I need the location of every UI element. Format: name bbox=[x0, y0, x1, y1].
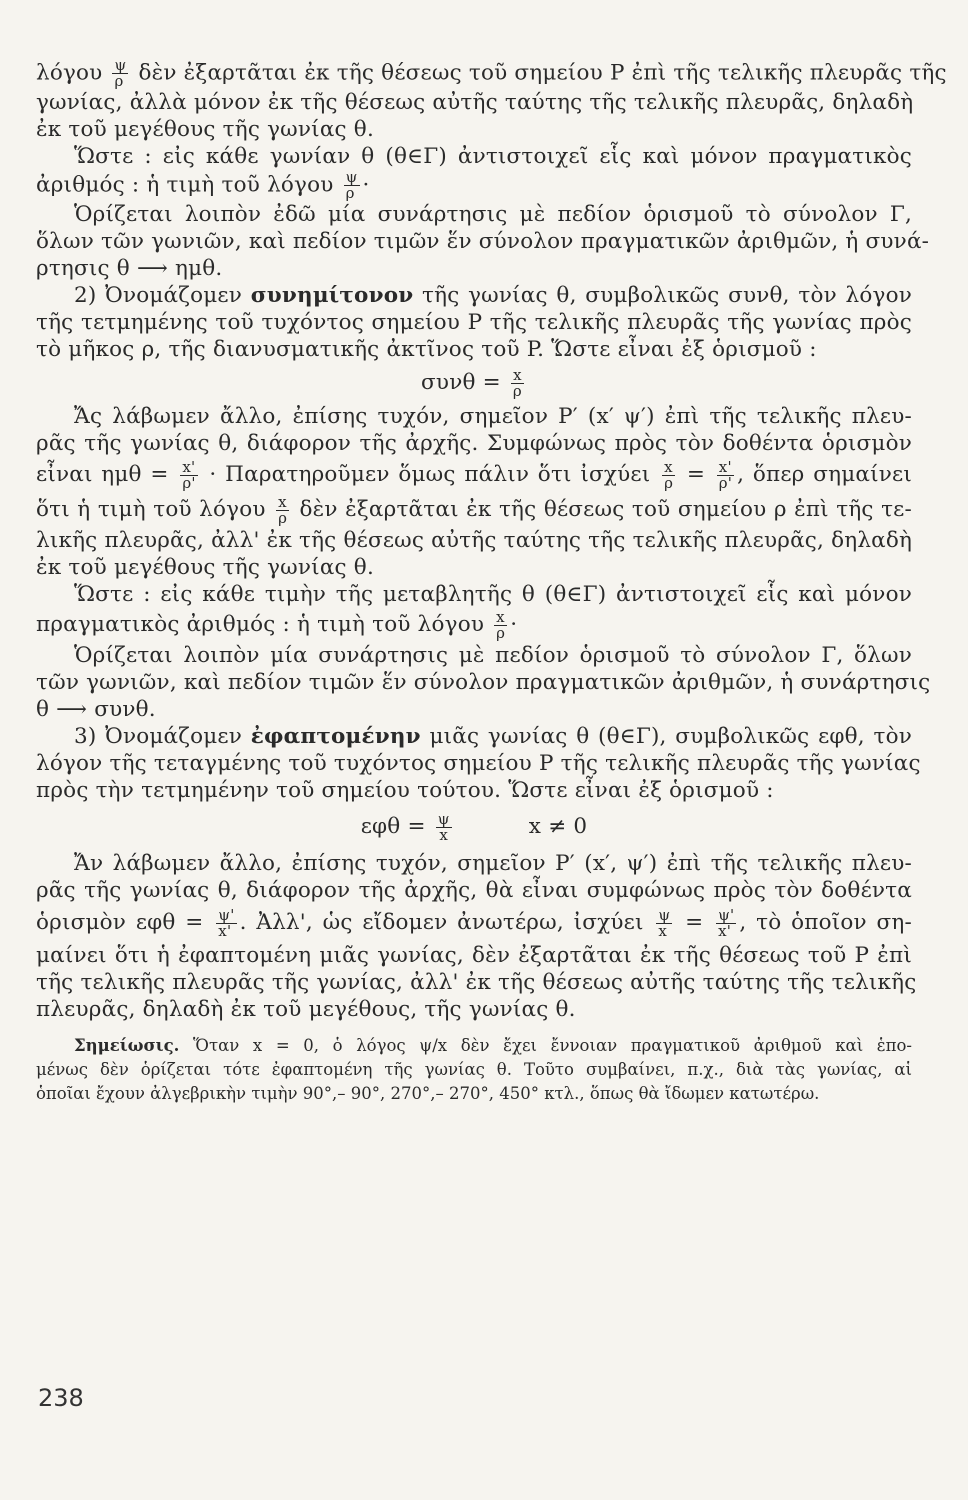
text-line: θ ⟶ συνθ. bbox=[36, 697, 156, 722]
text-line: Ὥστε : εἰς κάθε γωνίαν θ (θ∈Γ) ἀντιστοιχεῖ εἷς καὶ μόνον πραγματικὸς bbox=[74, 144, 912, 169]
text-line: ἐκ τοῦ μεγέθους τῆς γωνίας θ. bbox=[36, 555, 374, 580]
text-line: Ὁρίζεται λοιπὸν ἐδῶ μία συνάρτησις μὲ πεδίον ὁρισμοῦ τὸ σύνολον Γ, bbox=[74, 202, 912, 227]
text-line: μαίνει ὅτι ἡ ἐφαπτομένη μιᾶς γωνίας, δὲν ἐξαρτᾶται ἐκ τῆς θέσεως τοῦ P ἐπὶ bbox=[36, 943, 912, 968]
text-line: ρτησις θ ⟶ ημθ. bbox=[36, 256, 223, 281]
fraction-psi-over-rho: $\frac{\psi}{\rho}$ bbox=[114, 56, 127, 90]
text-line: ἀριθμός : ἡ τιμὴ τοῦ λόγου $\frac{\psi}{\rho}$ · bbox=[36, 168, 370, 202]
text-line: λόγου $\frac{\psi}{\rho}$ δὲν ἐξαρτᾶται ἐκ τῆς θέσεως τοῦ σημείου P ἐπὶ τῆς τελικῆς πλευρᾶς τῆς bbox=[36, 56, 947, 90]
page-number: 238 bbox=[38, 1384, 84, 1412]
text-line: πραγματικὸς ἀριθμός : ἡ τιμὴ τοῦ λόγου $\frac{x}{\rho}$ · bbox=[36, 607, 518, 642]
text-line: Ὁρίζεται λοιπὸν μία συνάρτησις μὲ πεδίον ὁρισμοῦ τὸ σύνολον Γ, ὅλων bbox=[74, 643, 912, 668]
text-line: ρᾶς τῆς γωνίας θ, διάφορον τῆς ἀρχῆς. Συμφώνως πρὸς τὸν δοθέντα ὁρισμὸν bbox=[36, 431, 912, 456]
footnote-line: Σημείωσις. Ὅταν x = 0, ὁ λόγος ψ/x δὲν ἔχει ἔννοιαν πραγματικοῦ ἀριθμοῦ καὶ ἑπο- bbox=[74, 1036, 912, 1055]
text-line: λόγον τῆς τεταγμένης τοῦ τυχόντος σημείου P τῆς τελικῆς πλευρᾶς τῆς γωνίας bbox=[36, 751, 921, 776]
text-line: τὸ μῆκος ρ, τῆς διανυσματικῆς ἀκτῖνος τοῦ P. Ὥστε εἶναι ἐξ ὁρισμοῦ : bbox=[36, 337, 817, 362]
text-line: πλευρᾶς, δηλαδὴ ἐκ τοῦ μεγέθους, τῆς γωνίας θ. bbox=[36, 997, 576, 1022]
footnote-line: ὁποῖαι ἔχουν ἀλγεβρικὴν τιμὴν 90°,– 90°, 270°,– 270°, 450° κτλ., ὅπως θὰ ἴδωμεν κατωτέρω. bbox=[36, 1084, 820, 1103]
fraction-x-over-rho: $\frac{x}{\rho}$ bbox=[664, 457, 674, 492]
text-line: Ὥστε : εἰς κάθε τιμὴν τῆς μεταβλητῆς θ (θ∈Γ) ἀντιστοιχεῖ εἷς καὶ μόνον bbox=[74, 582, 912, 607]
footnote-label: Σημείωσις. bbox=[74, 1036, 180, 1055]
fraction-x-over-rho: $\frac{x}{\rho}$ bbox=[496, 607, 506, 642]
text-line: λικῆς πλευρᾶς, ἀλλ' ἐκ τῆς θέσεως αὐτῆς ταύτης τῆς τελικῆς πλευρᾶς, δηλαδὴ bbox=[36, 528, 913, 553]
text-line: ρᾶς τῆς γωνίας θ, διάφορον τῆς ἀρχῆς, θὰ εἶναι συμφώνως πρὸς τὸν δοθέντα bbox=[36, 878, 912, 903]
text-line: τῆς τελικῆς πλευρᾶς τῆς γωνίας, ἀλλ' ἐκ τῆς θέσεως αὐτῆς ταύτης τῆς τελικῆς bbox=[36, 970, 917, 995]
text-line: 3) Ὀνομάζομεν ἐφαπτομένην μιᾶς γωνίας θ (θ∈Γ), συμβολικῶς εφθ, τὸν bbox=[74, 724, 913, 749]
fraction-x-over-rho: $\frac{x}{\rho}$ bbox=[278, 492, 288, 527]
text-line: Ἄς λάβωμεν ἄλλο, ἐπίσης τυχόν, σημεῖον P′ (x′ ψ′) ἐπὶ τῆς τελικῆς πλευ- bbox=[74, 404, 912, 429]
fraction-psiprime-over-xprime: $\frac{\psi'}{x'}$ bbox=[218, 905, 235, 940]
footnote-line: μένως δὲν ὁρίζεται τότε ἐφαπτομένη τῆς γωνίας θ. Τοῦτο συμβαίνει, π.χ., διὰ τὰς γωνίας, αἱ bbox=[36, 1060, 912, 1079]
fraction-psi-over-x: $\frac{\psi}{x}$ bbox=[437, 809, 450, 844]
text-line: εἶναι ημθ = $\frac{x'}{\rho'}$ · Παρατηροῦμεν ὅμως πάλιν ὅτι ἰσχύει $\frac{x}{\rho}$ = $\frac{x'}{\rho'}$ , ὅπερ σημαίνει bbox=[36, 457, 912, 492]
text-line: ὅτι ἡ τιμὴ τοῦ λόγου $\frac{x}{\rho}$ δὲν ἐξαρτᾶται ἐκ τῆς θέσεως τοῦ σημείου ρ ἐπὶ τῆς τε- bbox=[36, 492, 912, 527]
text-line: γωνίας, ἀλλὰ μόνον ἐκ τῆς θέσεως αὐτῆς ταύτης τῆς τελικῆς πλευρᾶς, δηλαδὴ bbox=[36, 90, 914, 115]
text-line: πρὸς τὴν τετμημένην τοῦ σημείου τούτου. Ὥστε εἶναι ἐξ ὁρισμοῦ : bbox=[36, 778, 774, 803]
equation-cosine: συνθ = $\frac{x}{\rho}$ bbox=[421, 365, 522, 400]
text-line: 2) Ὀνομάζομεν συνημίτονον τῆς γωνίας θ, συμβολικῶς συνθ, τὸν λόγον bbox=[74, 283, 912, 308]
fraction-psiprime-over-xprime: $\frac{\psi'}{x'}$ bbox=[718, 905, 735, 940]
fraction-psi-over-x: $\frac{\psi}{x}$ bbox=[658, 905, 671, 940]
text-line: τῆς τετμημένης τοῦ τυχόντος σημείου P τῆς τελικῆς πλευρᾶς τῆς γωνίας πρὸς bbox=[36, 310, 912, 335]
text-line: Ἄν λάβωμεν ἄλλο, ἐπίσης τυχόν, σημεῖον P′ (x′, ψ′) ἐπὶ τῆς τελικῆς πλευ- bbox=[74, 851, 912, 876]
fraction-xprime-over-rhoprime: $\frac{x'}{\rho'}$ bbox=[718, 457, 733, 492]
text-line: ὅλων τῶν γωνιῶν, καὶ πεδίον τιμῶν ἕν σύνολον πραγματικῶν ἀριθμῶν, ἡ συνά- bbox=[36, 229, 930, 254]
equation-tangent: εφθ = $\frac{\psi}{x}$ x ≠ 0 bbox=[360, 809, 588, 844]
page-body bbox=[36, 56, 947, 1106]
text-line: τῶν γωνιῶν, καὶ πεδίον τιμῶν ἕν σύνολον πραγματικῶν ἀριθμῶν, ἡ συνάρτησις bbox=[36, 670, 931, 695]
term-tangent: ἐφαπτομένην bbox=[250, 724, 421, 749]
fraction-psi-over-rho: $\frac{\psi}{\rho}$ bbox=[345, 168, 358, 202]
text-line: ὁρισμὸν εφθ = $\frac{\psi'}{x'}$ . Ἀλλ', ὡς εἴδομεν ἀνωτέρω, ἰσχύει $\frac{\psi}{x}$ = $\frac{\psi'}{x'}$ , τὸ ὁποῖον ση- bbox=[36, 905, 912, 940]
fraction-x-over-rho: $\frac{x}{\rho}$ bbox=[512, 365, 522, 400]
fraction-xprime-over-rhoprime: $\frac{x'}{\rho'}$ bbox=[182, 457, 196, 492]
term-cosine: συνημίτονον bbox=[250, 283, 414, 308]
text-line: ἐκ τοῦ μεγέθους τῆς γωνίας θ. bbox=[36, 117, 374, 142]
